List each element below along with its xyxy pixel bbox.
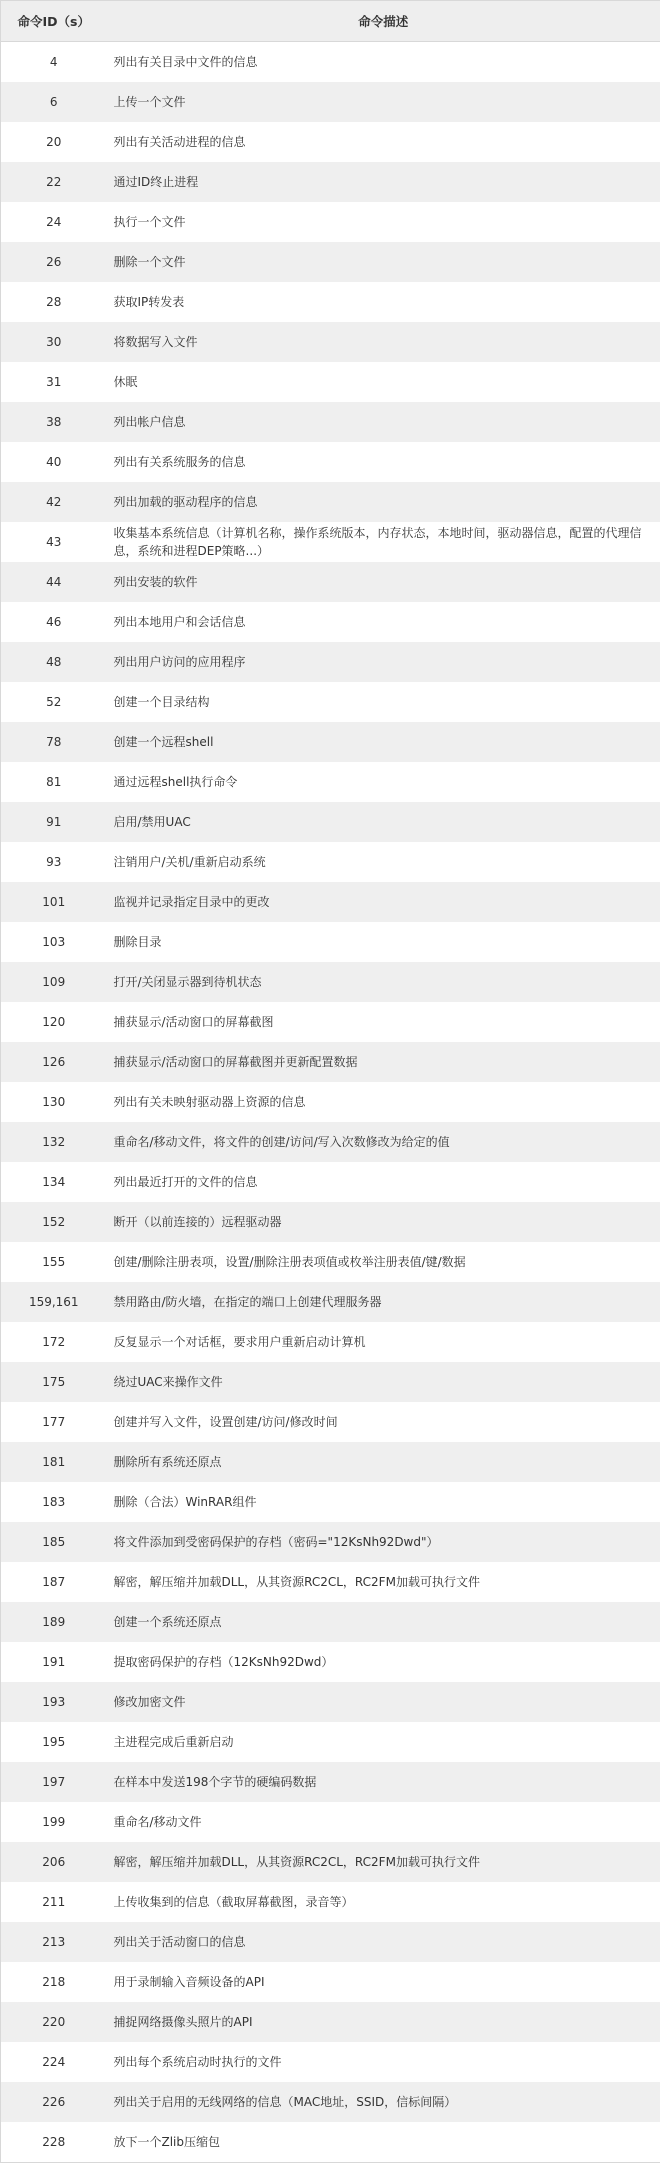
- command-description-cell: 列出用户访问的应用程序: [107, 642, 660, 682]
- command-description-cell: 删除目录: [107, 922, 660, 962]
- command-id-cell: 24: [1, 202, 107, 242]
- table-row: [1, 482, 660, 522]
- table-row: [1, 1162, 660, 1202]
- command-id-cell: 155: [1, 1242, 107, 1282]
- table-row: [1, 962, 660, 1002]
- command-description-cell: 删除一个文件: [107, 242, 660, 282]
- command-description-cell: 绕过UAC来操作文件: [107, 1362, 660, 1402]
- command-id-cell: 78: [1, 722, 107, 762]
- command-id-cell: 183: [1, 1482, 107, 1522]
- table-row: [1, 2042, 660, 2082]
- command-id-cell: 189: [1, 1602, 107, 1642]
- table-row: [1, 2082, 660, 2122]
- command-description-cell: 解密，解压缩并加载DLL，从其资源RC2CL，RC2FM加载可执行文件: [107, 1842, 660, 1882]
- command-description-cell: 修改加密文件: [107, 1682, 660, 1722]
- table-row: [1, 362, 660, 402]
- command-id-cell: 172: [1, 1322, 107, 1362]
- command-id-cell: 185: [1, 1522, 107, 1562]
- command-description-cell: 提取密码保护的存档（12KsNh92Dwd）: [107, 1642, 660, 1682]
- command-id-cell: 132: [1, 1122, 107, 1162]
- command-description-cell: 列出有关活动进程的信息: [107, 122, 660, 162]
- column-header-command-id: 命令ID（s）: [1, 1, 107, 42]
- command-description-cell: 注销用户/关机/重新启动系统: [107, 842, 660, 882]
- command-description-cell: 放下一个Zlib压缩包: [107, 2122, 660, 2163]
- command-id-cell: 206: [1, 1842, 107, 1882]
- table-row: [1, 242, 660, 282]
- command-description-cell: 捕获显示/活动窗口的屏幕截图并更新配置数据: [107, 1042, 660, 1082]
- command-id-cell: 93: [1, 842, 107, 882]
- command-id-cell: 197: [1, 1762, 107, 1802]
- table-row: [1, 722, 660, 762]
- table-row: [1, 642, 660, 682]
- table-row: [1, 922, 660, 962]
- table-row: [1, 1242, 660, 1282]
- table-row: [1, 842, 660, 882]
- table-row: [1, 522, 660, 562]
- command-id-cell: 181: [1, 1442, 107, 1482]
- command-id-cell: 22: [1, 162, 107, 202]
- table-row: [1, 1962, 660, 2002]
- table-row: [1, 562, 660, 602]
- command-description-cell: 创建/删除注册表项，设置/删除注册表项值或枚举注册表值/键/数据: [107, 1242, 660, 1282]
- table-row: [1, 442, 660, 482]
- command-description-cell: 删除（合法）WinRAR组件: [107, 1482, 660, 1522]
- command-id-cell: 103: [1, 922, 107, 962]
- command-id-cell: 159,161: [1, 1282, 107, 1322]
- table-row: [1, 1082, 660, 1122]
- command-id-cell: 81: [1, 762, 107, 802]
- command-id-cell: 31: [1, 362, 107, 402]
- command-id-cell: 26: [1, 242, 107, 282]
- command-id-cell: 20: [1, 122, 107, 162]
- table-row: [1, 1042, 660, 1082]
- command-description-cell: 将文件添加到受密码保护的存档（密码="12KsNh92Dwd"）: [107, 1522, 660, 1562]
- column-header-command-description: 命令描述: [107, 1, 660, 42]
- command-description-cell: 列出加载的驱动程序的信息: [107, 482, 660, 522]
- command-id-cell: 213: [1, 1922, 107, 1962]
- command-description-cell: 列出有关系统服务的信息: [107, 442, 660, 482]
- command-description-cell: 重命名/移动文件，将文件的创建/访问/写入次数修改为给定的值: [107, 1122, 660, 1162]
- table-row: [1, 202, 660, 242]
- table-row: [1, 162, 660, 202]
- command-description-cell: 执行一个文件: [107, 202, 660, 242]
- table-row: [1, 682, 660, 722]
- command-description-cell: 用于录制输入音频设备的API: [107, 1962, 660, 2002]
- command-description-cell: 在样本中发送198个字节的硬编码数据: [107, 1762, 660, 1802]
- command-id-cell: 134: [1, 1162, 107, 1202]
- command-id-cell: 177: [1, 1402, 107, 1442]
- table-row: [1, 2122, 660, 2163]
- command-description-cell: 重命名/移动文件: [107, 1802, 660, 1842]
- command-id-cell: 30: [1, 322, 107, 362]
- table-row: [1, 1602, 660, 1642]
- command-id-cell: 195: [1, 1722, 107, 1762]
- table-row: [1, 1522, 660, 1562]
- command-id-cell: 43: [1, 522, 107, 562]
- command-id-cell: 91: [1, 802, 107, 842]
- command-description-cell: 列出关于启用的无线网络的信息（MAC地址，SSID，信标间隔）: [107, 2082, 660, 2122]
- command-description-cell: 捕获显示/活动窗口的屏幕截图: [107, 1002, 660, 1042]
- command-description-cell: 启用/禁用UAC: [107, 802, 660, 842]
- command-id-cell: 126: [1, 1042, 107, 1082]
- command-description-cell: 列出本地用户和会话信息: [107, 602, 660, 642]
- table-row: [1, 762, 660, 802]
- table-row: [1, 1682, 660, 1722]
- command-id-cell: 40: [1, 442, 107, 482]
- table-row: [1, 1282, 660, 1322]
- command-id-cell: 109: [1, 962, 107, 1002]
- command-id-cell: 193: [1, 1682, 107, 1722]
- table-row: [1, 1562, 660, 1602]
- command-id-cell: 220: [1, 2002, 107, 2042]
- command-id-cell: 4: [1, 42, 107, 83]
- table-row: [1, 602, 660, 642]
- command-id-cell: 46: [1, 602, 107, 642]
- command-description-cell: 列出安装的软件: [107, 562, 660, 602]
- table-row: [1, 1882, 660, 1922]
- table-row: [1, 1922, 660, 1962]
- table-row: [1, 122, 660, 162]
- command-description-cell: 上传一个文件: [107, 82, 660, 122]
- command-id-cell: 38: [1, 402, 107, 442]
- command-id-cell: 52: [1, 682, 107, 722]
- command-description-cell: 休眠: [107, 362, 660, 402]
- command-description-cell: 捕捉网络摄像头照片的API: [107, 2002, 660, 2042]
- command-description-cell: 列出有关未映射驱动器上资源的信息: [107, 1082, 660, 1122]
- command-id-cell: 228: [1, 2122, 107, 2163]
- command-id-cell: 191: [1, 1642, 107, 1682]
- command-id-cell: 6: [1, 82, 107, 122]
- table-row: [1, 1642, 660, 1682]
- table-row: [1, 2002, 660, 2042]
- command-description-cell: 创建并写入文件，设置创建/访问/修改时间: [107, 1402, 660, 1442]
- table-row: [1, 882, 660, 922]
- command-description-cell: 列出帐户信息: [107, 402, 660, 442]
- command-id-cell: 48: [1, 642, 107, 682]
- command-id-cell: 175: [1, 1362, 107, 1402]
- table-row: [1, 1762, 660, 1802]
- table-row: [1, 1802, 660, 1842]
- command-description-cell: 监视并记录指定目录中的更改: [107, 882, 660, 922]
- command-id-cell: 218: [1, 1962, 107, 2002]
- command-id-cell: 187: [1, 1562, 107, 1602]
- command-id-cell: 120: [1, 1002, 107, 1042]
- command-id-cell: 152: [1, 1202, 107, 1242]
- command-description-cell: 创建一个远程shell: [107, 722, 660, 762]
- command-id-cell: 226: [1, 2082, 107, 2122]
- table-row: [1, 1002, 660, 1042]
- table-row: [1, 1442, 660, 1482]
- table-row: [1, 1362, 660, 1402]
- table-row: [1, 1722, 660, 1762]
- command-description-cell: 获取IP转发表: [107, 282, 660, 322]
- command-description-cell: 创建一个系统还原点: [107, 1602, 660, 1642]
- command-description-cell: 列出有关目录中文件的信息: [107, 42, 660, 83]
- command-id-cell: 42: [1, 482, 107, 522]
- table-row: [1, 1402, 660, 1442]
- table-row: [1, 402, 660, 442]
- command-description-cell: 禁用路由/防火墙，在指定的端口上创建代理服务器: [107, 1282, 660, 1322]
- table-body: [1, 42, 660, 2163]
- command-id-cell: 101: [1, 882, 107, 922]
- command-description-cell: 收集基本系统信息（计算机名称，操作系统版本，内存状态，本地时间，驱动器信息，配置的代理信息，系统和进程DEP策略...）: [107, 522, 660, 562]
- command-id-cell: 224: [1, 2042, 107, 2082]
- command-description-cell: 列出最近打开的文件的信息: [107, 1162, 660, 1202]
- command-id-cell: 28: [1, 282, 107, 322]
- table-row: [1, 82, 660, 122]
- command-id-cell: 130: [1, 1082, 107, 1122]
- command-id-cell: 211: [1, 1882, 107, 1922]
- command-description-cell: 将数据写入文件: [107, 322, 660, 362]
- table-row: [1, 282, 660, 322]
- command-description-cell: 列出每个系统启动时执行的文件: [107, 2042, 660, 2082]
- table-row: [1, 1322, 660, 1362]
- command-description-cell: 通过ID终止进程: [107, 162, 660, 202]
- command-description-cell: 列出关于活动窗口的信息: [107, 1922, 660, 1962]
- command-description-cell: 创建一个目录结构: [107, 682, 660, 722]
- command-description-cell: 通过远程shell执行命令: [107, 762, 660, 802]
- command-description-cell: 断开（以前连接的）远程驱动器: [107, 1202, 660, 1242]
- command-description-cell: 解密，解压缩并加载DLL，从其资源RC2CL，RC2FM加载可执行文件: [107, 1562, 660, 1602]
- command-description-cell: 删除所有系统还原点: [107, 1442, 660, 1482]
- table-header-row: [1, 1, 660, 42]
- table-row: [1, 802, 660, 842]
- table-row: [1, 1482, 660, 1522]
- command-description-cell: 上传收集到的信息（截取屏幕截图，录音等）: [107, 1882, 660, 1922]
- table-row: [1, 42, 660, 83]
- table-row: [1, 322, 660, 362]
- table-row: [1, 1202, 660, 1242]
- table-row: [1, 1842, 660, 1882]
- command-id-cell: 199: [1, 1802, 107, 1842]
- command-description-cell: 打开/关闭显示器到待机状态: [107, 962, 660, 1002]
- table-row: [1, 1122, 660, 1162]
- command-id-cell: 44: [1, 562, 107, 602]
- command-description-cell: 主进程完成后重新启动: [107, 1722, 660, 1762]
- command-description-cell: 反复显示一个对话框，要求用户重新启动计算机: [107, 1322, 660, 1362]
